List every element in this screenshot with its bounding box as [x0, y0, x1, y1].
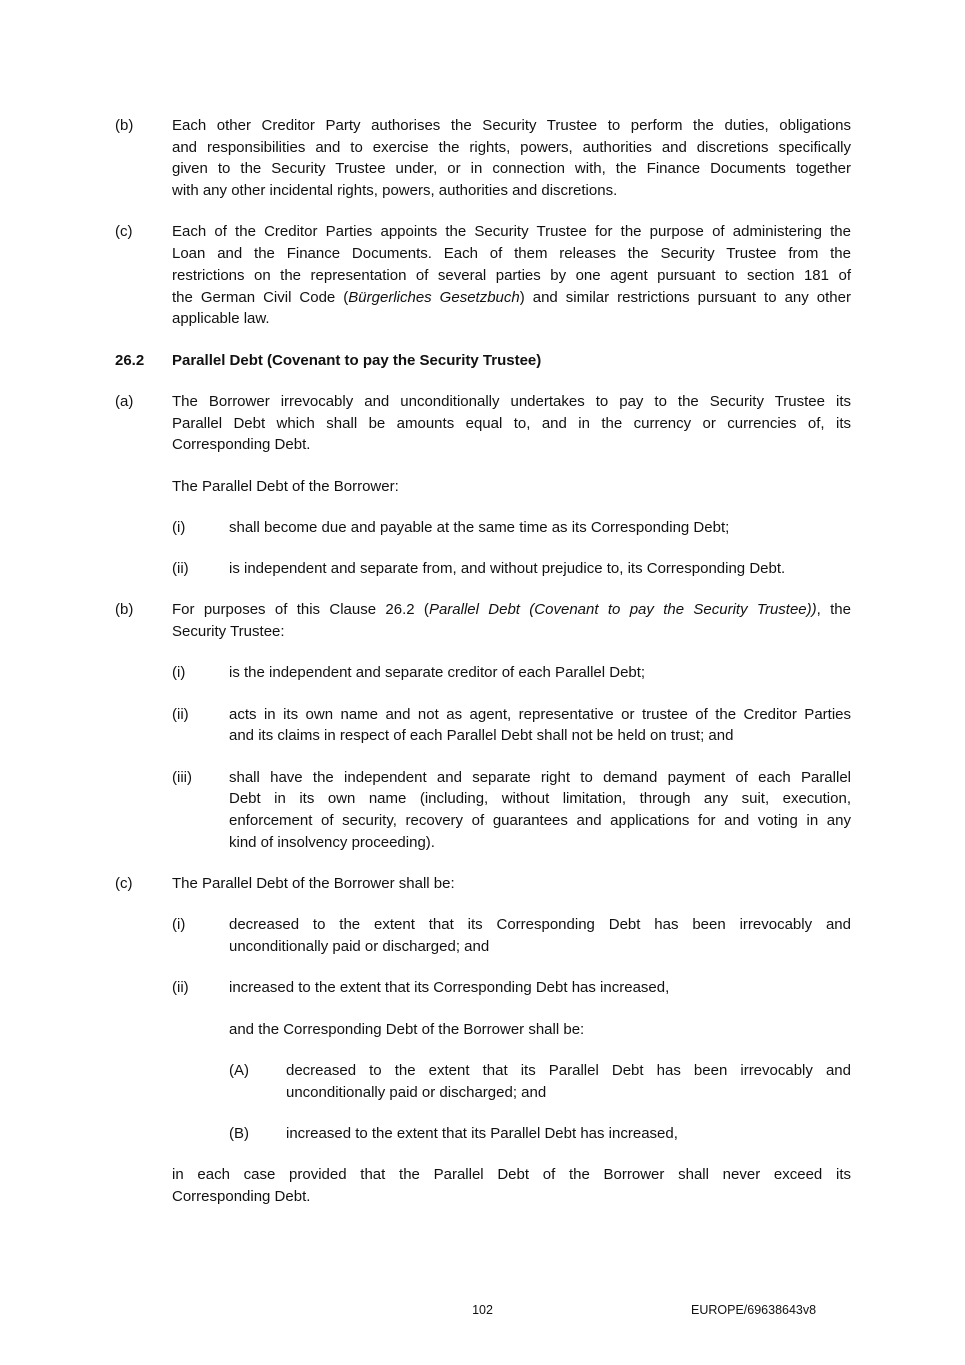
clause-item — [172, 977, 851, 1144]
paragraph — [229, 704, 851, 747]
section-heading — [115, 350, 851, 372]
clause-item — [115, 221, 851, 330]
clause-item — [115, 873, 851, 1208]
paragraph — [229, 517, 851, 539]
document-body — [115, 115, 851, 1227]
item-label: (i) — [172, 664, 186, 682]
text-line: shall become due and payable at the same time as its Corresponding Debt; — [229, 518, 730, 536]
item-label: (ii) — [172, 979, 189, 997]
paragraph — [172, 1164, 851, 1207]
text-line — [172, 599, 851, 621]
text-line: kind of insolvency proceeding). — [229, 833, 435, 851]
paragraph — [229, 767, 851, 854]
text-line: Corresponding Debt. — [172, 1188, 311, 1205]
text-line: Loan and the Finance Documents. Each of them releases the Security Trustee from the — [172, 245, 851, 263]
text-segment: the German Civil Code ( — [172, 288, 349, 306]
text-line: Security Trustee: — [172, 623, 285, 641]
paragraph — [172, 221, 851, 330]
text-line: decreased to the extent that its Corresponding Debt has been irrevocably and — [229, 916, 851, 934]
paragraph — [286, 1123, 851, 1145]
text-line: enforcement of security, recovery of guarantees and applications for and voting in any — [229, 812, 851, 830]
item-body — [229, 558, 851, 580]
item-body — [172, 599, 851, 853]
text-line: is independent and separate from, and without prejudice to, its Corresponding Debt. — [229, 560, 786, 578]
clause-item — [115, 115, 851, 202]
item-label: (b) — [115, 117, 134, 134]
item-body — [172, 350, 851, 372]
text-line: increased to the extent that its Corresponding Debt has increased, — [229, 979, 670, 997]
document-reference: EUROPE/69638643v8 — [691, 1303, 817, 1317]
text-line: unconditionally paid or discharged; and — [229, 938, 490, 956]
text-line: is the independent and separate creditor of each Parallel Debt; — [229, 664, 646, 682]
text-line: Debt in its own name (including, without limitation, through any suit, execution, — [229, 790, 851, 808]
text-line: with any other incidental rights, powers, authorities and discretions. — [172, 182, 618, 200]
paragraph — [172, 391, 851, 456]
item-label: (iii) — [172, 768, 192, 786]
italic-text: Parallel Debt (Covenant to pay the Security Trustee)) — [428, 601, 817, 619]
item-body — [286, 1060, 851, 1103]
text-line — [172, 287, 851, 309]
text-line: Corresponding Debt. — [172, 436, 311, 454]
page-number: 102 — [472, 1303, 493, 1317]
paragraph — [286, 1060, 851, 1103]
item-label: (a) — [115, 392, 134, 410]
item-body — [229, 767, 851, 854]
item-label: (i) — [172, 518, 186, 536]
item-body — [172, 115, 851, 202]
item-label: (c) — [115, 875, 133, 893]
text-line: shall have the independent and separate right to demand payment of each Parallel — [229, 768, 851, 786]
paragraph — [172, 115, 851, 202]
text-line: and the Corresponding Debt of the Borrower shall be: — [229, 1020, 585, 1038]
clause-item — [115, 599, 851, 853]
text-line: unconditionally paid or discharged; and — [286, 1083, 547, 1101]
text-line: restrictions on the representation of several parties by one agent pursuant to section 181 of — [172, 266, 851, 284]
item-body — [229, 517, 851, 539]
clause-item — [172, 517, 851, 539]
item-label: (b) — [115, 601, 134, 619]
text-line: The Parallel Debt of the Borrower shall be: — [172, 875, 455, 893]
item-label: (c) — [115, 223, 133, 241]
text-line: and its claims in respect of each Parallel Debt shall not be held on trust; and — [229, 727, 734, 745]
paragraph — [229, 914, 851, 957]
page-footer — [0, 1300, 965, 1320]
text-segment: , the — [816, 601, 851, 619]
item-label: (B) — [229, 1125, 249, 1142]
text-segment: For purposes of this Clause 26.2 ( — [172, 601, 429, 619]
clause-item — [172, 704, 851, 747]
italic-text: Bürgerliches Gesetzbuch — [348, 288, 520, 306]
item-label: (ii) — [172, 560, 189, 578]
clause-item — [115, 391, 851, 580]
item-body — [229, 977, 851, 1144]
text-line: applicable law. — [172, 310, 270, 328]
clause-item — [172, 767, 851, 854]
text-line: increased to the extent that its Parallel Debt has increased, — [286, 1125, 678, 1142]
text-line: Each other Creditor Party authorises the Security Trustee to perform the duties, obligations — [172, 117, 851, 134]
text-line: Each of the Creditor Parties appoints the Security Trustee for the purpose of administering the — [172, 223, 851, 241]
paragraph — [172, 873, 851, 895]
paragraph — [172, 476, 851, 498]
text-line: and responsibilities and to exercise the rights, powers, authorities and discretions specifically — [172, 138, 851, 156]
item-label: (i) — [172, 916, 186, 934]
clause-item — [229, 1060, 851, 1103]
item-body — [229, 914, 851, 957]
paragraph — [229, 977, 851, 999]
paragraph — [229, 558, 851, 580]
item-label: (A) — [229, 1062, 249, 1079]
clause-item — [229, 1123, 851, 1145]
paragraph — [229, 1019, 851, 1041]
item-body — [172, 391, 851, 580]
item-body — [229, 704, 851, 747]
item-label: (ii) — [172, 705, 189, 723]
text-line: decreased to the extent that its Parallel Debt has been irrevocably and — [286, 1062, 851, 1079]
text-line: given to the Security Trustee under, or in connection with, the Finance Documents together — [172, 160, 851, 178]
item-body — [172, 221, 851, 330]
text-segment: ) and similar restrictions pursuant to any other — [519, 288, 851, 306]
text-line: The Parallel Debt of the Borrower: — [172, 477, 399, 495]
clause-item — [172, 662, 851, 684]
item-body — [286, 1123, 851, 1145]
text-line: The Borrower irrevocably and unconditionally undertakes to pay to the Security Trustee its — [172, 392, 851, 410]
paragraph — [229, 662, 851, 684]
text-line: acts in its own name and not as agent, representative or trustee of the Creditor Parties — [229, 705, 851, 723]
clause-item — [172, 914, 851, 957]
text-line: in each case provided that the Parallel Debt of the Borrower shall never exceed its — [172, 1166, 851, 1184]
clause-item — [172, 558, 851, 580]
text-line: Parallel Debt which shall be amounts equal to, and in the currency or currencies of, its — [172, 414, 851, 432]
item-body — [172, 873, 851, 1208]
section-number: 26.2 — [115, 351, 145, 369]
item-body — [229, 662, 851, 684]
section-title: Parallel Debt (Covenant to pay the Security Trustee) — [172, 351, 542, 369]
paragraph — [172, 599, 851, 642]
